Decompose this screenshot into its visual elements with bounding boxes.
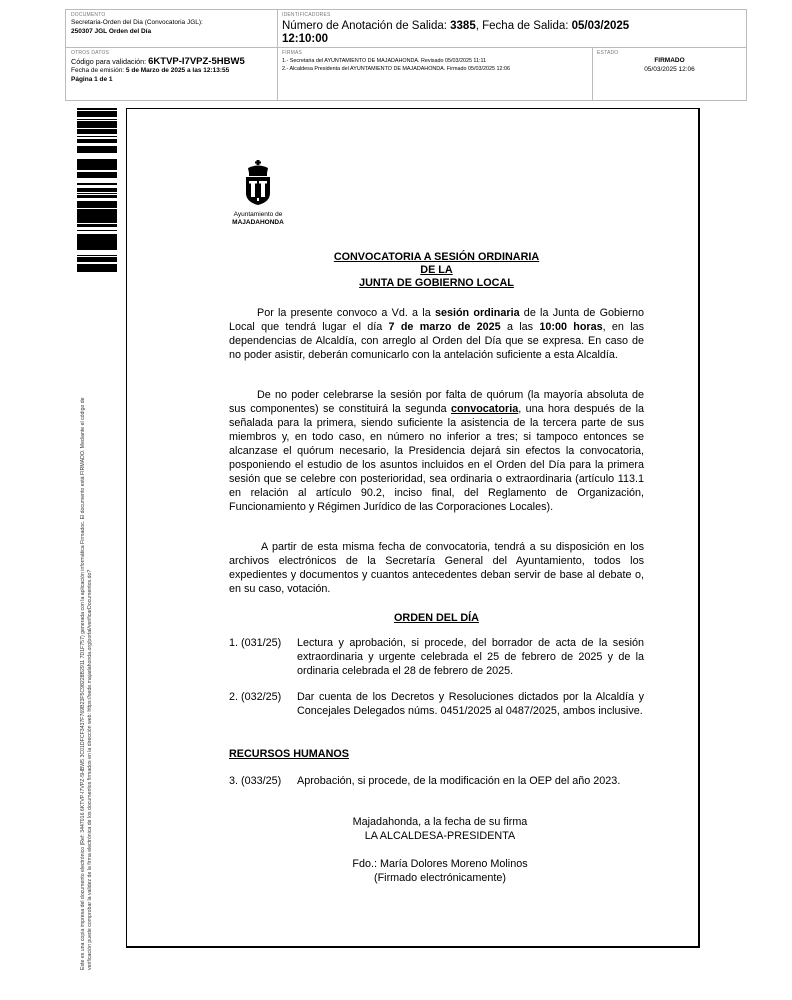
barcode-bar [77,109,117,110]
paragraph-1: Por la presente convoco a Vd. a la sesión ordinaria de la Junta de Gobierno Local que tendrá lugar el día 7 de marzo de 2025 a las 10:00 horas, en las dependencias de Alcaldía, con arreglo al Orden del Día que se expresa. En caso de no poder asistir, deberán comunicarlo con la antelación suficiente a esta Alcaldía. [229,307,645,361]
barcode-bar [77,247,117,249]
fecha-emision: Fecha de emisión: 5 de Marzo de 2025 a las 12:13:55 [71,67,230,74]
side-line-2: verificación puede comprobar la validez de la firma electrónica de los documentos firmados en la dirección web: https://sede.majadahonda.org/portal/verificarDocumentos.do? [87,569,93,970]
barcode-bar [77,255,117,256]
barcode-bar [77,121,117,123]
list-item [229,774,644,788]
barcode-bar [77,163,117,166]
barcode-bar [77,148,117,150]
barcode-bar [77,172,117,174]
barcode-bar [77,240,117,243]
barcode-bar [77,224,117,227]
coat-of-arms-icon [243,160,273,206]
barcode-bar [77,197,117,198]
barcode-bar [77,261,117,262]
barcode-bar [77,193,117,194]
firmas-cell [277,48,592,102]
firma-1: 1.- Secretaria del AYUNTAMIENTO DE MAJADAHONDA. Revisado 05/03/2025 11:11 [282,58,487,64]
barcode-bar [77,113,117,116]
barcode-bar [77,119,117,120]
barcode-bar [77,207,117,208]
closing-block [250,815,630,885]
barcode-bar [77,129,117,130]
barcode-bar [77,236,117,239]
barcode-bar [77,130,117,132]
barcode-bar [77,239,117,240]
signature-header [65,9,747,101]
barcode-bar [77,188,117,189]
title-line-2: DE LA [420,264,453,276]
document-title [229,251,644,290]
barcode-bar [77,168,117,170]
closing-place-date: Majadahonda, a la fecha de su firma [352,816,528,828]
codigo-validacion: Código para validación: 6KTVP-I7VPZ-5HBW5 [71,56,245,67]
barcode [77,107,117,272]
barcode-bar [77,174,117,177]
barcode-bar [77,214,117,217]
items-list [229,636,644,718]
barcode-bar [77,189,117,190]
barcode-bar [77,195,117,196]
anotacion-text: Número de Anotación de Salida: 3385, Fecha de Salida: 05/03/2025 [282,20,630,32]
barcode-bar [77,141,117,142]
closing-role: LA ALCALDESA-PRESIDENTA [364,830,516,842]
otros-label: OTROS DATOS [71,50,110,56]
documento-label: DOCUMENTO [71,12,106,18]
barcode-bar [77,220,117,223]
item-text: Dar cuenta de los Decretos y Resoluciones dictados por la Alcaldía y Concejales Delegados núms. 0451/2025 al 0487/2025, ambos inclusive. [297,691,644,717]
barcode-bar [77,139,117,141]
side-line-1: Este es una copia impresa del documento electrónico (Ref: 3447016 6KTVP-I7VPZ-5HBW5 3C01DFCF3437F769B23F5C98228B2911 7D1F757) generada con la aplicación informática Firmadoc. El documento está FIRMADO. Mediante el código de [80,397,86,970]
otros-datos-cell [66,48,277,102]
barcode-bar [77,177,117,178]
barcode-bar [77,243,117,245]
list-item [229,690,644,718]
barcode-bar [77,190,117,191]
logo-line-1: Ayuntamiento de [233,211,283,218]
item-text: Lectura y aprobación, si procede, del borrador de acta de la sesión extraordinaria y urgente celebrada el 25 de febrero de 2025 y de la ordinaria celebrada el 28 de febrero de 2025. [297,637,644,677]
barcode-bar [77,257,117,259]
barcode-bar [77,259,117,260]
barcode-bar [77,267,117,268]
barcode-bar [77,161,117,162]
barcode-bar [77,151,117,153]
barcode-bar [77,159,117,161]
list-item [229,636,644,678]
barcode-bar [77,183,117,184]
barcode-bar [77,230,117,231]
paragraph-2: De no poder celebrarse la sesión por falta de quórum (la mayoría absoluta de sus componentes) se constituirá la segunda convocatoria, una hora después de la señalada para la primera, siendo suficiente la asistencia de la tercera parte de sus miembros y, en todo caso, en número no inferior a tres; si tampoco entonces se alcanzase el quórum necesario, la Presidencia dejará sin efectos la convocatoria, posponiendo el estudio de los asuntos incluidos en el Orden del Día para la primera sesión que se celebre con posterioridad, sea ordinaria o extraordinaria (artículo 113.1 en relación al artículo 90.2, inciso final, del Reglamento de Organización, Funcionamiento y Régimen Jurídico de las Corporaciones Locales). [229,389,644,513]
barcode-bar [77,184,117,185]
barcode-bar [77,264,117,266]
documento-line1: Secretaria-Orden del Dia (Convocatoria JGL): [71,19,203,26]
firmas-label: FIRMAS [282,50,303,56]
barcode-bar [77,125,117,128]
barcode-bar [77,111,117,113]
barcode-bar [77,166,117,168]
barcode-bar [77,245,117,247]
barcode-bar [77,201,117,204]
barcode-bar [77,136,117,137]
item-text: Aprobación, si procede, de la modificación en la OEP del año 2023. [297,775,621,787]
identificadores-cell [277,10,747,47]
pagina: Página 1 de 1 [71,75,113,83]
title-line-1: CONVOCATORIA A SESIÓN ORDINARIA [333,251,540,263]
barcode-bar [77,196,117,197]
anotacion-hora: 12:10:00 [282,33,329,45]
barcode-bar [77,260,117,261]
firma-2: 2.- Alcaldesa Presidenta del AYUNTAMIENTO DE MAJADAHONDA. Firmado 05/03/2025 12:06 [282,66,510,72]
orden-title: ORDEN DEL DÍA [394,612,479,624]
barcode-bar [77,146,117,147]
barcode-bar [77,204,117,205]
item-number: 2. (032/25) [229,691,282,703]
barcode-bar [77,209,117,210]
barcode-bar [77,249,117,250]
estado-fecha: 05/03/2025 12:06 [644,65,695,73]
identificadores-label: IDENTIFICADORES [282,12,331,18]
barcode-bar [77,268,117,271]
closing-note: (Firmado electrónicamente) [373,872,506,884]
estado-label: ESTADO [597,50,619,56]
barcode-bar [77,142,117,143]
barcode-bar [77,217,117,220]
estado-value: FIRMADO [654,57,685,64]
barcode-bar [77,162,117,163]
logo-line-2: MAJADAHONDA [232,219,284,226]
estado-cell [592,48,747,102]
documento-cell [66,10,277,47]
item-3 [229,774,644,788]
barcode-bar [77,150,117,151]
barcode-bar [77,108,117,109]
barcode-bar [77,213,117,214]
barcode-bar [77,116,117,117]
barcode-bar [77,234,117,236]
barcode-bar [77,271,117,272]
item-number: 1. (031/25) [229,637,282,649]
barcode-bar [77,266,117,267]
side-verification-text [80,280,94,970]
barcode-bar [77,191,117,192]
barcode-bar [77,132,117,134]
barcode-bar [77,205,117,207]
ayuntamiento-logo [222,160,294,227]
item-number: 3. (033/25) [229,775,282,787]
barcode-bar [77,123,117,125]
title-line-3: JUNTA DE GOBIERNO LOCAL [359,277,514,289]
barcode-bar [77,210,117,213]
paragraph-3: A partir de esta misma fecha de convocatoria, tendrá a su disposición en los archivos electrónicos de la Secretaría General del Ayuntamiento, todos los expedientes y documentos y cuantos antecedentes deban servir de base al debate o, en su caso, votación. [229,541,644,595]
barcode-bar [77,147,117,148]
closing-signatory: Fdo.: María Dolores Moreno Molinos [352,858,528,870]
section-recursos-humanos: RECURSOS HUMANOS [229,748,349,760]
documento-line2: 250307 JGL Orden del Día [71,27,152,35]
